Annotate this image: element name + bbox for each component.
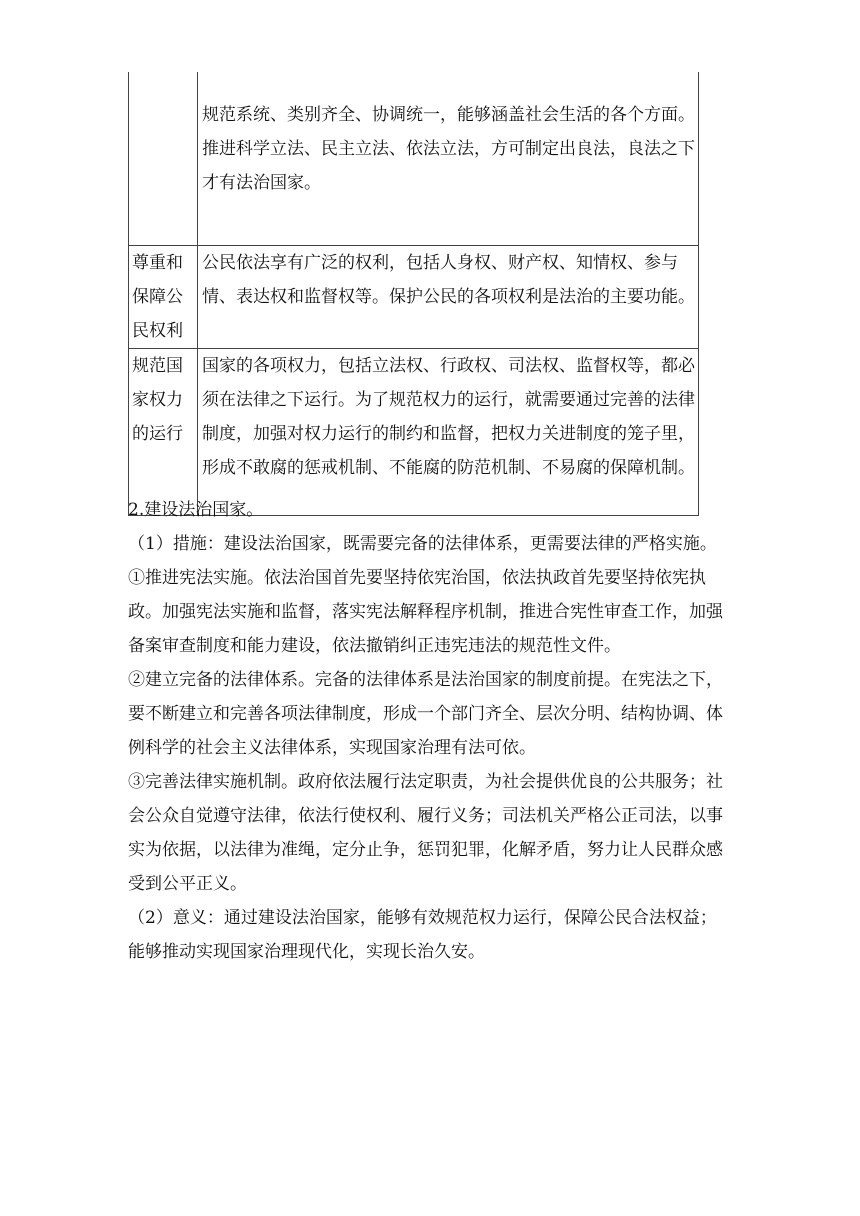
row-content: 国家的各项权力，包括立法权、行政权、司法权、监督权等，都必须在法律之下运行。为了规范权力的运行，就需要通过完善的法律制度，加强对权力运行的制约和监督，把权力关进制度的笼子里，形成不敢腐的惩戒机制、不能腐的防范机制、不易腐的保障机制。	[198, 349, 699, 516]
measure-item-3: ③完善法律实施机制。政府依法履行法定职责，为社会提供优良的公共服务；社会公众自觉遵守法律，依法行使权利、履行义务；司法机关严格公正司法，以事实为依据，以法律为准绳，定分止争，惩罚犯罪，化解矛盾，努力让人民群众感受到公平正义。	[128, 772, 723, 894]
row-heading	[129, 72, 198, 246]
row-content: 规范系统、类别齐全、协调统一，能够涵盖社会生活的各个方面。推进科学立法、民主立法、依法立法，方可制定出良法，良法之下才有法治国家。	[198, 72, 699, 246]
body-text	[128, 493, 732, 969]
section-heading: 2.建设法治国家。	[128, 500, 264, 520]
table-row	[129, 246, 699, 349]
significance-paragraph: （2）意义：通过建设法治国家，能够有效规范权力运行，保障公民合法权益；能够推动实现国家治理现代化，实现长治久安。	[128, 908, 717, 962]
table-row	[129, 72, 699, 246]
row-heading: 规范国家权力的运行	[129, 349, 198, 516]
row-heading: 尊重和保障公民权利	[129, 246, 198, 349]
measure-item-1: ①推进宪法实施。依法治国首先要坚持依宪治国，依法执政首先要坚持依宪执政。加强宪法实施和监督，落实宪法解释程序机制，推进合宪性审查工作，加强备案审查制度和能力建设，依法撤销纠正违宪违法的规范性文件。	[128, 568, 723, 656]
rule-of-law-table	[128, 72, 699, 516]
row-content: 公民依法享有广泛的权利，包括人身权、财产权、知情权、参与情、表达权和监督权等。保护公民的各项权利是法治的主要功能。	[198, 246, 699, 349]
measures-intro: （1）措施：建设法治国家，既需要完备的法律体系，更需要法律的严格实施。	[128, 534, 717, 554]
measure-item-2: ②建立完备的法律体系。完备的法律体系是法治国家的制度前提。在宪法之下，要不断建立和完善各项法律制度，形成一个部门齐全、层次分明、结构协调、体例科学的社会主义法律体系，实现国家治理有法可依。	[128, 670, 723, 758]
table-row	[129, 349, 699, 516]
